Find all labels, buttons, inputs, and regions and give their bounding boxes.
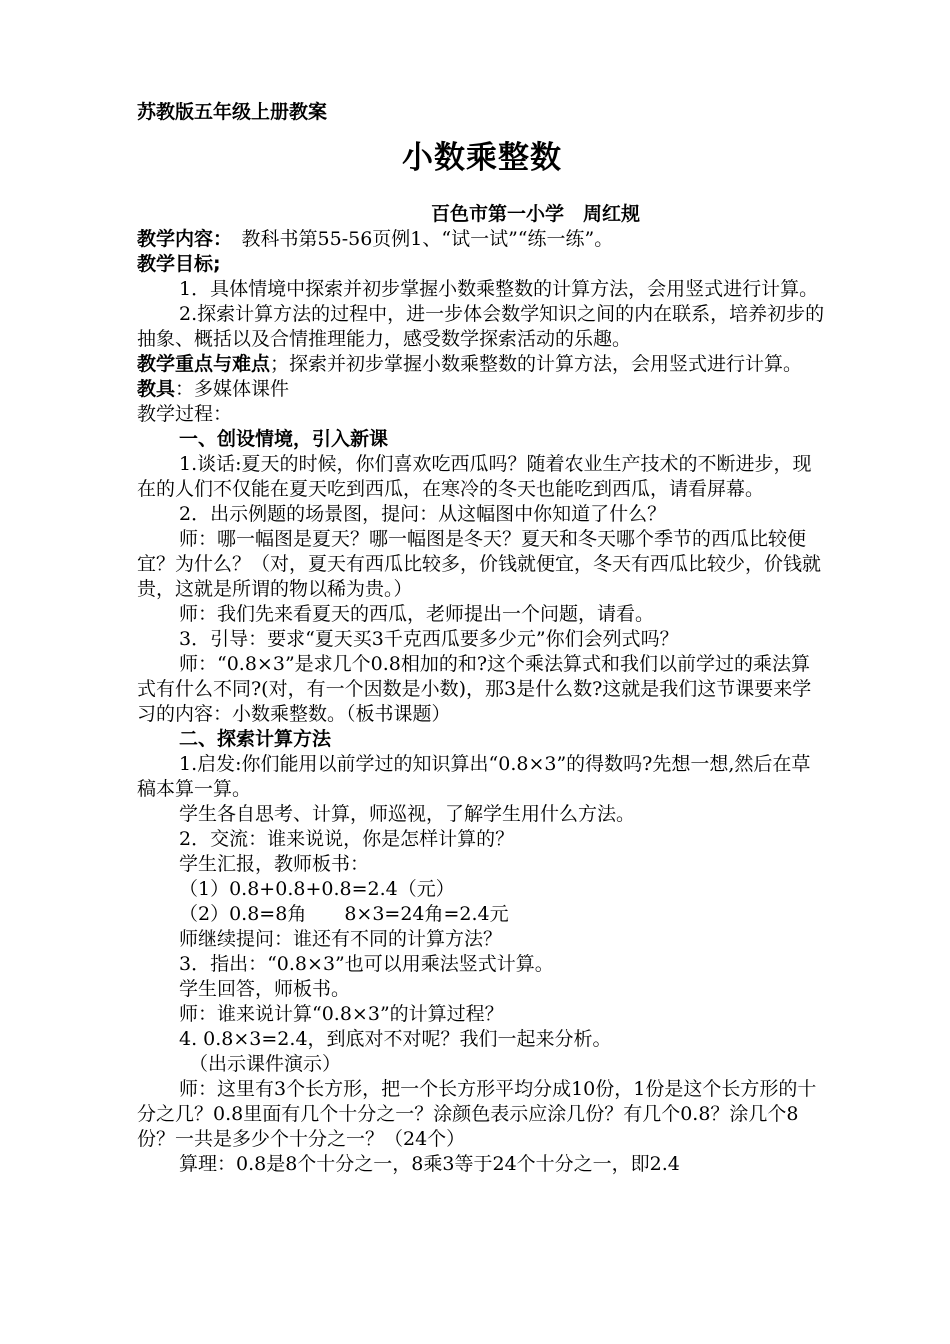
paragraph: 2．出示例题的场景图，提问：从这幅图中你知道了什么？ bbox=[179, 503, 667, 525]
content-text: 教科书第55-56页例1、“试一试”“练一练”。 bbox=[222, 228, 614, 250]
paragraph: 1.谈话:夏天的时候，你们喜欢吃西瓜吗？随着农业生产技术的不断进步，现在的人们不仅能在夏天吃到西瓜，在寒冷的冬天也能吃到西瓜，请看屏幕。 bbox=[137, 453, 812, 500]
goal-item: 1．具体情境中探索并初步掌握小数乘整数的计算方法，会用竖式进行计算。 bbox=[179, 278, 819, 300]
tools-label: 教具 bbox=[137, 378, 176, 400]
paragraph: 学生回答，师板书。 bbox=[179, 978, 351, 1000]
page-title: 小数乘整数 bbox=[402, 140, 562, 176]
paragraph: 1.启发:你们能用以前学过的知识算出“0.8×3”的得数吗?先想一想,然后在草稿本算一算。 bbox=[137, 753, 811, 800]
author-line: 百色市第一小学 周红规 bbox=[430, 203, 640, 225]
goals-label: 教学目标; bbox=[137, 253, 221, 275]
tools-text: ：多媒体课件 bbox=[175, 378, 290, 400]
content-label: 教学内容： bbox=[137, 228, 223, 250]
paragraph: 师：谁来说计算“0.8×3”的计算过程？ bbox=[179, 1003, 504, 1025]
paragraph: （1）0.8+0.8+0.8=2.4（元） bbox=[179, 878, 455, 900]
document-header: 苏教版五年级上册教案 bbox=[137, 101, 328, 123]
process-label: 教学过程： bbox=[137, 403, 233, 425]
keypoints-label: 教学重点与难点 bbox=[137, 353, 271, 375]
paragraph: 学生各自思考、计算，师巡视，了解学生用什么方法。 bbox=[179, 803, 636, 825]
paragraph: 师：“0.8×3”是求几个0.8相加的和?这个乘法算式和我们以前学过的乘法算式有什么不同?(对，有一个因数是小数)，那3是什么数?这就是我们这节课要来学习的内容：小数乘整数。（板书课题） bbox=[137, 653, 812, 725]
document-page bbox=[137, 94, 827, 1177]
keypoints-text: ；探索并初步掌握小数乘整数的计算方法，会用竖式进行计算。 bbox=[270, 353, 803, 375]
tools-line bbox=[137, 377, 827, 402]
section-heading: 一、创设情境，引入新课 bbox=[179, 428, 389, 450]
paragraph: 3．指出：“0.8×3”也可以用乘法竖式计算。 bbox=[179, 953, 554, 975]
section-heading: 二、探索计算方法 bbox=[179, 728, 332, 750]
paragraph: 学生汇报，教师板书： bbox=[179, 853, 370, 875]
paragraph: 算理：0.8是8个十分之一，8乘3等于24个十分之一，即2.4 bbox=[179, 1153, 680, 1175]
paragraph: 师：这里有3个长方形，把一个长方形平均分成10份，1份是这个长方形的十分之几？0.8里面有几个十分之一？涂颜色表示应涂几份？有几个0.8？涂几个8份？一共是多少个十分之一？（24个） bbox=[137, 1078, 817, 1150]
paragraph: 师继续提问：谁还有不同的计算方法？ bbox=[179, 928, 503, 950]
keypoints-line bbox=[137, 352, 827, 377]
content-line bbox=[137, 227, 827, 252]
paragraph: （出示课件演示） bbox=[189, 1053, 342, 1075]
paragraph: （2）0.8=8角 8×3=24角=2.4元 bbox=[179, 903, 509, 925]
paragraph: 3．引导：要求“夏天买3千克西瓜要多少元”你们会列式吗？ bbox=[179, 628, 679, 650]
paragraph: 师：我们先来看夏天的西瓜，老师提出一个问题，请看。 bbox=[179, 603, 655, 625]
paragraph: 4. 0.8×3=2.4，到底对不对呢？我们一起来分析。 bbox=[179, 1028, 612, 1050]
paragraph: 师：哪一幅图是夏天？哪一幅图是冬天？夏天和冬天哪个季节的西瓜比较便宜？为什么？（对，夏天有西瓜比较多，价钱就便宜，冬天有西瓜比较少，价钱就贵，这就是所谓的物以稀为贵。） bbox=[137, 528, 822, 600]
paragraph: 2．交流：谁来说说，你是怎样计算的？ bbox=[179, 828, 515, 850]
goal-item: 2.探索计算方法的过程中，进一步体会数学知识之间的内在联系，培养初步的抽象、概括以及合情推理能力，感受数学探索活动的乐趣。 bbox=[137, 303, 825, 350]
